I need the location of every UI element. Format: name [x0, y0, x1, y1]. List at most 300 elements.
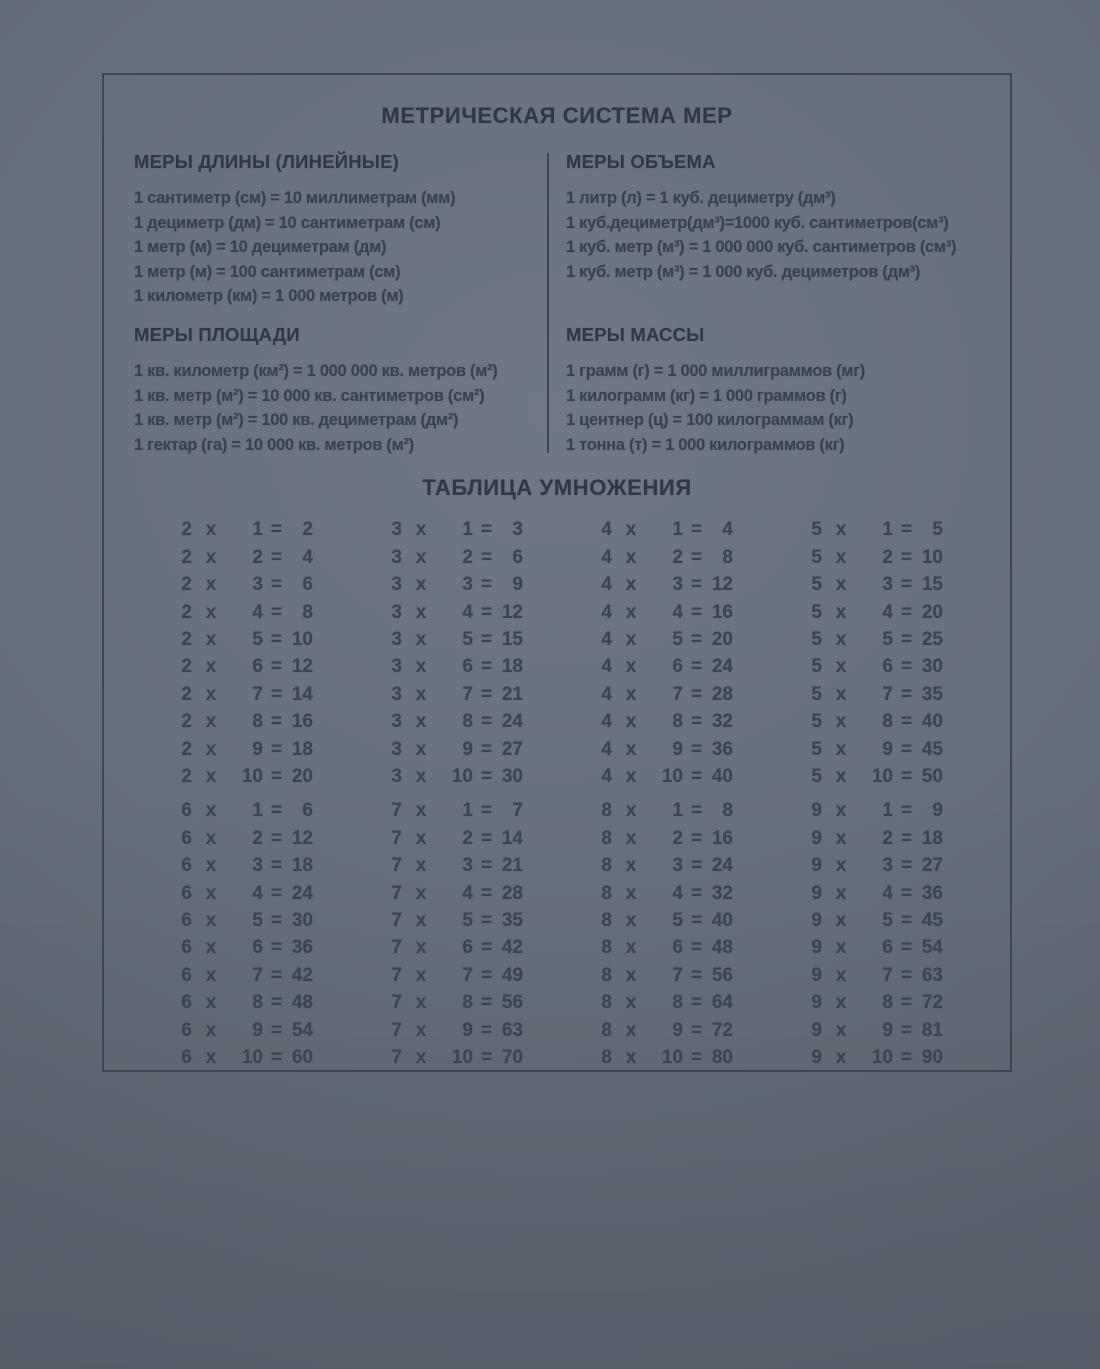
- multiplication-row: [388, 934, 523, 961]
- product-value: 5: [932, 519, 943, 541]
- product-value: 21: [501, 855, 523, 877]
- multiply-operator: x: [835, 683, 847, 705]
- multiplication-row: [808, 736, 943, 763]
- multiplication-row: [808, 1044, 943, 1071]
- multiply-operator: x: [415, 937, 427, 959]
- measure-line: 1 куб. метр (м³) = 1 000 куб. дециметров (дм³): [566, 262, 921, 281]
- product-value: 18: [291, 855, 313, 877]
- multiplication-row: [808, 681, 943, 708]
- multiplier-operand: 10: [871, 766, 893, 787]
- multiplication-column-8: [598, 797, 733, 1071]
- multiplier-operand: 4: [672, 882, 683, 904]
- multiplication-row: [388, 825, 523, 852]
- multiply-operator: x: [415, 711, 427, 733]
- multiplier-operand: 8: [252, 992, 263, 1014]
- multiply-operator: x: [625, 827, 637, 849]
- factor-operand: 7: [391, 827, 402, 849]
- measure-line: 1 километр (км) = 1 000 метров (м): [134, 287, 404, 306]
- multiply-operator: x: [205, 827, 217, 849]
- multiply-operator: x: [415, 800, 427, 822]
- multiplication-row: [178, 599, 313, 626]
- factor-operand: 2: [181, 683, 192, 705]
- multiplication-row: [598, 708, 733, 735]
- multiplication-row: [808, 797, 943, 824]
- multiply-operator: x: [835, 992, 847, 1014]
- equals-sign: =: [270, 992, 283, 1014]
- factor-operand: 6: [181, 964, 192, 986]
- multiply-operator: x: [415, 827, 427, 849]
- factor-operand: 8: [601, 964, 612, 986]
- multiplication-row: [598, 825, 733, 852]
- equals-sign: =: [270, 964, 283, 986]
- product-value: 45: [921, 738, 943, 760]
- multiplication-row: [178, 571, 313, 598]
- section-volume: [566, 151, 980, 309]
- multiplication-row: [598, 763, 733, 790]
- multiply-operator: x: [205, 882, 217, 904]
- equals-sign: =: [270, 910, 283, 932]
- measure-line: 1 литр (л) = 1 куб. дециметру (дм³): [566, 189, 836, 207]
- multiplication-column-4: [598, 516, 733, 790]
- equals-sign: =: [690, 937, 703, 959]
- factor-operand: 2: [181, 574, 192, 596]
- product-value: 21: [501, 683, 523, 705]
- multiplication-row: [598, 989, 733, 1016]
- measure-line: 1 кв. метр (м²) = 100 кв. дециметрам (дм²): [134, 411, 459, 430]
- factor-operand: 5: [811, 683, 822, 705]
- multiplication-row: [598, 544, 733, 571]
- multiplier-operand: 5: [882, 910, 893, 932]
- product-value: 12: [291, 827, 313, 849]
- multiplication-row: [388, 626, 523, 653]
- equals-sign: =: [690, 766, 703, 787]
- equals-sign: =: [690, 656, 703, 678]
- multiplier-operand: 9: [672, 1019, 683, 1041]
- multiplication-row: [178, 907, 313, 934]
- product-value: 36: [291, 937, 313, 959]
- multiply-operator: x: [415, 1047, 427, 1069]
- multiply-operator: x: [415, 574, 427, 596]
- factor-operand: 5: [811, 738, 822, 760]
- product-value: 64: [711, 992, 733, 1014]
- measure-line: 1 кв. метр (м²) = 10 000 кв. сантиметров (см²): [134, 386, 485, 405]
- multiplication-row: [598, 571, 733, 598]
- product-value: 54: [921, 937, 943, 959]
- product-value: 24: [501, 711, 523, 733]
- multiplier-operand: 5: [672, 910, 683, 932]
- product-value: 40: [921, 711, 943, 733]
- factor-operand: 6: [181, 800, 192, 822]
- product-value: 24: [291, 882, 313, 904]
- factor-operand: 7: [391, 992, 402, 1014]
- multiplication-row: [388, 544, 523, 571]
- equals-sign: =: [690, 1019, 703, 1041]
- multiplier-operand: 9: [882, 738, 893, 760]
- multiplication-row: [598, 852, 733, 879]
- factor-operand: 2: [181, 601, 192, 623]
- product-value: 70: [501, 1047, 523, 1069]
- multiplier-operand: 10: [241, 1047, 263, 1069]
- factor-operand: 4: [601, 519, 612, 541]
- multiply-operator: x: [625, 711, 637, 733]
- multiplier-operand: 3: [672, 855, 683, 877]
- equals-sign: =: [270, 827, 283, 849]
- multiplication-row: [178, 653, 313, 680]
- product-value: 10: [921, 546, 943, 568]
- multiply-operator: x: [205, 656, 217, 678]
- product-value: 50: [921, 766, 943, 787]
- multiply-operator: x: [415, 964, 427, 986]
- product-value: 16: [711, 601, 733, 623]
- multiply-operator: x: [415, 855, 427, 877]
- column-divider: [547, 153, 549, 453]
- multiplier-operand: 1: [462, 519, 473, 541]
- equals-sign: =: [270, 546, 283, 568]
- multiplier-operand: 1: [672, 800, 683, 822]
- measure-line: 1 килограмм (кг) = 1 000 граммов (г): [566, 386, 847, 405]
- equals-sign: =: [690, 827, 703, 849]
- multiplier-operand: 1: [672, 519, 683, 541]
- factor-operand: 2: [181, 628, 192, 650]
- multiplier-operand: 5: [672, 628, 683, 650]
- factor-operand: 9: [811, 910, 822, 932]
- multiplication-row: [808, 907, 943, 934]
- multiply-operator: x: [625, 519, 637, 541]
- multiplication-row: [808, 880, 943, 907]
- equals-sign: =: [690, 601, 703, 623]
- equals-sign: =: [690, 964, 703, 986]
- multiply-operator: x: [205, 738, 217, 760]
- equals-sign: =: [900, 882, 913, 904]
- factor-operand: 7: [391, 800, 402, 822]
- multiply-operator: x: [205, 1047, 217, 1069]
- multiplier-operand: 8: [252, 711, 263, 733]
- multiplication-row: [178, 962, 313, 989]
- factor-operand: 3: [391, 711, 402, 733]
- factor-operand: 2: [181, 546, 192, 568]
- equals-sign: =: [900, 574, 913, 596]
- metric-system-card: [102, 73, 1012, 1072]
- equals-sign: =: [900, 711, 913, 733]
- factor-operand: 6: [181, 937, 192, 959]
- multiplier-operand: 6: [252, 937, 263, 959]
- multiplication-row: [598, 653, 733, 680]
- factor-operand: 4: [601, 574, 612, 596]
- multiply-operator: x: [835, 519, 847, 541]
- product-value: 49: [501, 964, 523, 986]
- section-heading-length: МЕРЫ ДЛИНЫ (ЛИНЕЙНЫЕ): [134, 151, 400, 172]
- product-value: 18: [291, 738, 313, 760]
- multiplier-operand: 7: [672, 964, 683, 986]
- factor-operand: 9: [811, 1019, 822, 1041]
- multiply-operator: x: [835, 738, 847, 760]
- factor-operand: 2: [181, 738, 192, 760]
- multiplier-operand: 8: [882, 992, 893, 1014]
- multiplier-operand: 2: [672, 827, 683, 849]
- factor-operand: 6: [181, 992, 192, 1014]
- equals-sign: =: [270, 683, 283, 705]
- multiply-operator: x: [835, 855, 847, 877]
- multiplication-row: [598, 907, 733, 934]
- multiplication-row: [808, 599, 943, 626]
- multiplier-operand: 3: [462, 574, 473, 596]
- equals-sign: =: [480, 855, 493, 877]
- multiplication-row: [808, 763, 943, 790]
- multiply-operator: x: [625, 992, 637, 1014]
- factor-operand: 4: [601, 628, 612, 650]
- measure-line: 1 куб. метр (м³) = 1 000 000 куб. сантиметров (см³): [566, 238, 957, 257]
- multiply-operator: x: [415, 519, 427, 541]
- equals-sign: =: [480, 964, 493, 986]
- equals-sign: =: [690, 546, 703, 568]
- equals-sign: =: [900, 519, 913, 541]
- multiplication-row: [178, 1017, 313, 1044]
- multiply-operator: x: [625, 574, 637, 596]
- multiplier-operand: 9: [252, 1019, 263, 1041]
- multiplication-row: [178, 516, 313, 543]
- factor-operand: 9: [811, 964, 822, 986]
- factor-operand: 5: [811, 519, 822, 541]
- multiplier-operand: 9: [252, 738, 263, 760]
- multiplication-row: [178, 681, 313, 708]
- multiplication-row: [808, 653, 943, 680]
- multiplication-row: [598, 626, 733, 653]
- multiplication-row: [388, 681, 523, 708]
- multiply-operator: x: [205, 992, 217, 1014]
- product-value: 63: [921, 964, 943, 986]
- equals-sign: =: [270, 855, 283, 877]
- multiplication-row: [808, 516, 943, 543]
- product-value: 60: [291, 1047, 313, 1069]
- equals-sign: =: [270, 519, 283, 541]
- multiply-operator: x: [625, 910, 637, 932]
- product-value: 6: [302, 800, 313, 822]
- equals-sign: =: [900, 800, 913, 822]
- factor-operand: 3: [391, 683, 402, 705]
- multiplier-operand: 10: [661, 1047, 683, 1069]
- multiplier-operand: 9: [462, 1019, 473, 1041]
- factor-operand: 3: [391, 519, 402, 541]
- product-value: 16: [711, 827, 733, 849]
- equals-sign: =: [480, 882, 493, 904]
- factor-operand: 3: [391, 656, 402, 678]
- factor-operand: 5: [811, 766, 822, 787]
- measure-line: 1 гектар (га) = 10 000 кв. метров (м²): [134, 435, 414, 454]
- factor-operand: 4: [601, 656, 612, 678]
- product-value: 81: [921, 1019, 943, 1041]
- multiplication-row: [388, 989, 523, 1016]
- multiplication-row: [598, 1044, 733, 1071]
- product-value: 42: [501, 937, 523, 959]
- multiply-operator: x: [625, 683, 637, 705]
- multiplication-row: [388, 962, 523, 989]
- multiplication-row: [388, 571, 523, 598]
- multiplication-row: [178, 544, 313, 571]
- factor-operand: 7: [391, 910, 402, 932]
- equals-sign: =: [480, 711, 493, 733]
- multiplier-operand: 4: [672, 601, 683, 623]
- multiplication-row: [388, 880, 523, 907]
- multiplication-row: [178, 1044, 313, 1071]
- equals-sign: =: [690, 519, 703, 541]
- multiplier-operand: 2: [672, 546, 683, 568]
- product-value: 15: [501, 628, 523, 650]
- product-value: 10: [291, 628, 313, 650]
- multiplier-operand: 5: [252, 628, 263, 650]
- product-value: 48: [711, 937, 733, 959]
- factor-operand: 6: [181, 910, 192, 932]
- multiplication-row: [178, 989, 313, 1016]
- product-value: 28: [711, 683, 733, 705]
- product-value: 32: [711, 711, 733, 733]
- equals-sign: =: [690, 1047, 703, 1069]
- multiplication-block-2: [178, 797, 980, 1071]
- equals-sign: =: [480, 519, 493, 541]
- multiplier-operand: 3: [882, 574, 893, 596]
- multiply-operator: x: [205, 937, 217, 959]
- factor-operand: 8: [601, 827, 612, 849]
- factor-operand: 4: [601, 738, 612, 760]
- multiplier-operand: 2: [252, 546, 263, 568]
- factor-operand: 2: [181, 519, 192, 541]
- multiplication-column-2: [178, 516, 313, 790]
- multiply-operator: x: [205, 855, 217, 877]
- multiplier-operand: 7: [672, 683, 683, 705]
- product-value: 35: [921, 683, 943, 705]
- factor-operand: 3: [391, 628, 402, 650]
- multiplier-operand: 1: [252, 800, 263, 822]
- multiplication-row: [808, 571, 943, 598]
- multiply-operator: x: [415, 601, 427, 623]
- product-value: 12: [711, 574, 733, 596]
- equals-sign: =: [900, 628, 913, 650]
- factor-operand: 4: [601, 546, 612, 568]
- equals-sign: =: [270, 800, 283, 822]
- multiply-operator: x: [625, 1047, 637, 1069]
- multiply-operator: x: [835, 800, 847, 822]
- factor-operand: 9: [811, 827, 822, 849]
- product-value: 56: [501, 992, 523, 1014]
- multiplier-operand: 1: [252, 519, 263, 541]
- multiplier-operand: 1: [462, 800, 473, 822]
- equals-sign: =: [690, 738, 703, 760]
- multiply-operator: x: [835, 1019, 847, 1041]
- product-value: 8: [302, 601, 313, 623]
- multiplier-operand: 6: [882, 656, 893, 678]
- equals-sign: =: [900, 683, 913, 705]
- multiplication-row: [808, 962, 943, 989]
- multiplier-operand: 8: [882, 711, 893, 733]
- multiplication-table-title: ТАБЛИЦА УМНОЖЕНИЯ: [422, 475, 692, 501]
- product-value: 14: [501, 827, 523, 849]
- multiplier-operand: 7: [882, 683, 893, 705]
- factor-operand: 9: [811, 937, 822, 959]
- factor-operand: 6: [181, 1019, 192, 1041]
- equals-sign: =: [270, 1019, 283, 1041]
- equals-sign: =: [480, 601, 493, 623]
- multiplication-column-3: [388, 516, 523, 790]
- multiply-operator: x: [205, 601, 217, 623]
- equals-sign: =: [900, 656, 913, 678]
- equals-sign: =: [480, 574, 493, 596]
- multiply-operator: x: [625, 964, 637, 986]
- multiply-operator: x: [205, 800, 217, 822]
- multiplication-row: [598, 797, 733, 824]
- multiply-operator: x: [415, 546, 427, 568]
- multiply-operator: x: [835, 574, 847, 596]
- multiplier-operand: 2: [882, 827, 893, 849]
- multiplier-operand: 6: [462, 656, 473, 678]
- equals-sign: =: [480, 800, 493, 822]
- equals-sign: =: [270, 738, 283, 760]
- multiplication-row: [808, 934, 943, 961]
- multiplication-row: [178, 797, 313, 824]
- multiplication-row: [598, 1017, 733, 1044]
- measure-line: 1 грамм (г) = 1 000 миллиграммов (мг): [566, 361, 865, 380]
- equals-sign: =: [690, 910, 703, 932]
- equals-sign: =: [270, 711, 283, 733]
- factor-operand: 6: [181, 882, 192, 904]
- factor-operand: 2: [181, 766, 192, 787]
- factor-operand: 7: [391, 1047, 402, 1069]
- product-value: 9: [512, 574, 523, 596]
- equals-sign: =: [900, 546, 913, 568]
- section-area: [134, 324, 548, 457]
- multiplier-operand: 9: [672, 738, 683, 760]
- multiply-operator: x: [625, 546, 637, 568]
- equals-sign: =: [480, 738, 493, 760]
- multiplier-operand: 10: [661, 766, 683, 787]
- multiply-operator: x: [205, 683, 217, 705]
- factor-operand: 7: [391, 1019, 402, 1041]
- measure-line: 1 тонна (т) = 1 000 килограммов (кг): [566, 435, 845, 454]
- equals-sign: =: [900, 1047, 913, 1069]
- multiplication-row: [388, 852, 523, 879]
- multiplier-operand: 10: [871, 1047, 893, 1069]
- multiplier-operand: 7: [462, 683, 473, 705]
- multiply-operator: x: [625, 855, 637, 877]
- multiplication-row: [388, 763, 523, 790]
- factor-operand: 5: [811, 546, 822, 568]
- product-value: 20: [921, 601, 943, 623]
- product-value: 30: [921, 656, 943, 678]
- multiply-operator: x: [835, 628, 847, 650]
- multiplier-operand: 6: [882, 937, 893, 959]
- factor-operand: 5: [811, 574, 822, 596]
- multiplier-operand: 8: [672, 711, 683, 733]
- multiplier-operand: 7: [252, 964, 263, 986]
- multiplier-operand: 3: [882, 855, 893, 877]
- product-value: 90: [921, 1047, 943, 1069]
- multiply-operator: x: [835, 964, 847, 986]
- product-value: 18: [921, 827, 943, 849]
- equals-sign: =: [270, 574, 283, 596]
- factor-operand: 5: [811, 601, 822, 623]
- multiplication-column-7: [388, 797, 523, 1071]
- multiply-operator: x: [835, 766, 847, 787]
- factor-operand: 4: [601, 683, 612, 705]
- factor-operand: 8: [601, 882, 612, 904]
- multiply-operator: x: [835, 1047, 847, 1069]
- multiply-operator: x: [625, 882, 637, 904]
- multiplication-row: [598, 880, 733, 907]
- factor-operand: 9: [811, 855, 822, 877]
- product-value: 45: [921, 910, 943, 932]
- multiply-operator: x: [415, 656, 427, 678]
- equals-sign: =: [900, 738, 913, 760]
- multiplier-operand: 5: [462, 628, 473, 650]
- multiplier-operand: 4: [462, 601, 473, 623]
